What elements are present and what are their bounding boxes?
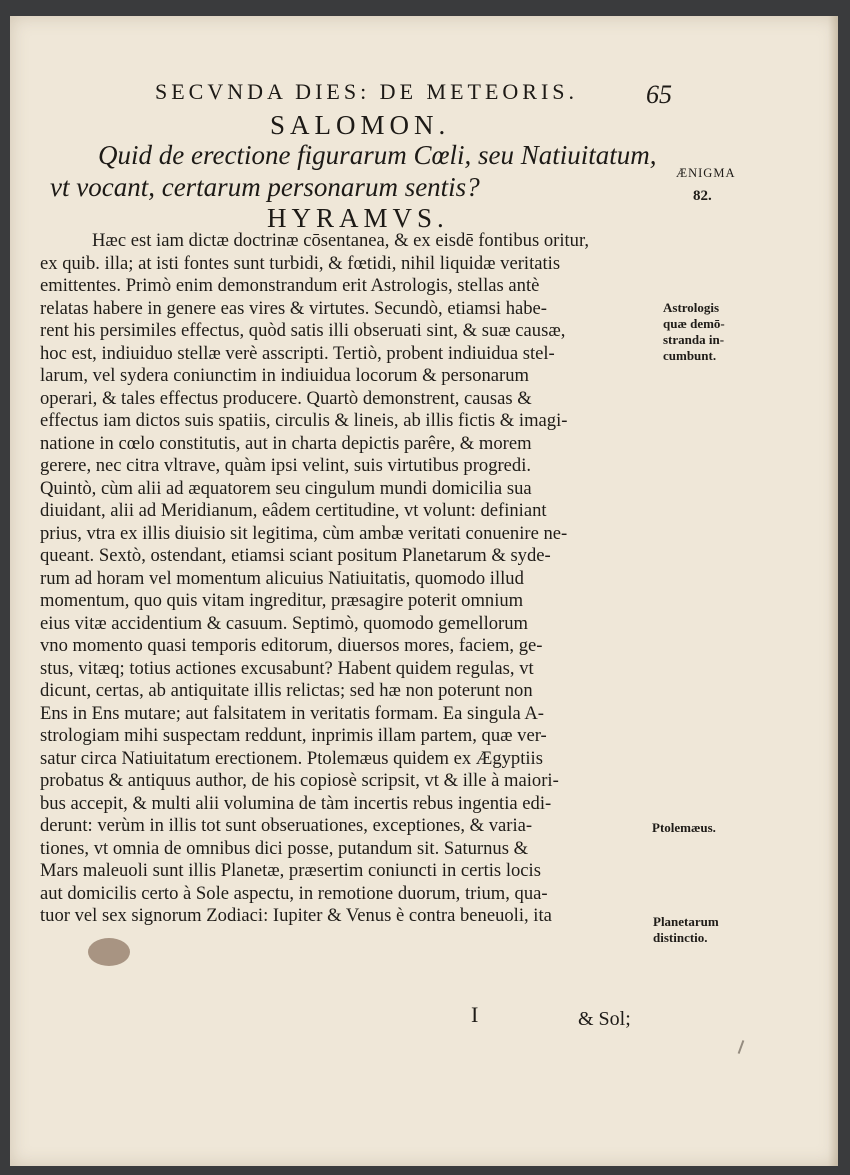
body-line: rum ad horam vel momentum alicuius Natiuitatis, quomodo illud [40,567,524,589]
body-line: derunt: verùm in illis tot sunt obseruationes, exceptiones, & varia- [40,815,533,836]
body-line: Mars maleuoli sunt illis Planetæ, præsertim coniuncti in certis locis [40,860,541,881]
margin-note-line: Astrologis [663,300,720,315]
margin-note-aenigma-number: 82. [693,188,712,204]
body-line: operari, & tales effectus producere. Quartò demonstrent, causas & [40,387,532,409]
body-line: momentum, quo quis vitam ingreditur, præsagire poterit omnium [40,590,524,611]
margin-note-line: stranda in- [663,332,725,347]
body-line: queant. Sextò, ostendant, etiamsi sciant positum Planetarum & syde- [40,545,551,566]
signature-mark: I [471,1002,479,1027]
body-line: rent his persimiles effectus, quòd satis illi obseruati sint, & suæ causæ, [40,320,566,341]
body-line: tiones, vt omnia de omnibus dici posse, putandum sit. Saturnus & [40,837,529,859]
page-number: 65 [646,80,672,109]
speaker-salomon: SALOMON. [270,110,451,140]
question-line-2: vt vocant, certarum personarum sentis? [50,172,480,202]
body-line: bus accepit, & multi alii volumina de tàm incertis rebus ingentia edi- [40,792,552,814]
body-line: hoc est, indiuiduo stellæ verè asscripti. Tertiò, probent indiuidua stel- [40,342,555,364]
margin-note-planetarum [653,914,719,946]
body-line: eius vitæ accidentium & casuum. Septimò, quomodo gemellorum [40,612,529,634]
margin-note-line: cumbunt. [663,348,717,363]
body-line: Quintò, cùm alii ad æquatorem seu cingulum mundi domicilia sua [40,477,532,499]
body-line: probatus & antiquus author, de his copiosè scripsit, vt & ille à maiori- [40,770,559,791]
margin-note-ptolemaeus: Ptolemæus. [652,820,716,835]
body-line: gerere, nec citra vltrave, quàm ipsi velint, suis virtutibus progredi. [40,455,532,476]
body-line: strologiam mihi suspectam reddunt, inprimis illam partem, quæ ver- [40,725,547,746]
margin-note-line: Planetarum [653,914,719,929]
body-line: dicunt, certas, ab antiquitate illis relictas; sed hæ non poterunt non [40,680,533,701]
body-line: Hæc est iam dictæ doctrinæ cōsentanea, & ex eisdē fontibus oritur, [92,230,590,251]
body-line: tuor vel sex signorum Zodiaci: Iupiter & Venus è contra beneuoli, ita [40,905,552,926]
margin-note-line: quæ demō- [663,316,725,331]
margin-note-aenigma: ÆNIGMA [676,166,736,180]
body-line: Ens in Ens mutare; aut falsitatem in veritatis formam. Ea singula A- [40,702,544,724]
body-line: ex quib. illa; at isti fontes sunt turbidi, & fœtidi, nihil liquidæ veritatis [40,252,561,274]
body-line: effectus iam dictos suis spatiis, circulis & lineis, ab illis fictis & imagi- [40,410,568,431]
body-line: larum, vel sydera coniunctim in indiuidua locorum & personarum [40,365,530,386]
body-text [40,230,655,928]
margin-note-line: distinctio. [653,930,708,945]
ink-stain [88,938,130,966]
catchword: & Sol; [578,1008,631,1030]
body-line: natione in cœlo constitutis, aut in charta depictis parêre, & morem [40,432,532,454]
body-line: emittentes. Primò enim demonstrandum erit Astrologis, stellas antè [40,275,540,296]
body-line: prius, vtra ex illis diuisio sit legitima, cùm ambæ veritati conuenire ne- [40,522,568,544]
body-line: diuidant, alii ad Meridianum, eâdem certitudine, vt volunt: definiant [40,500,547,521]
speaker-hyramus: HYRAMVS. [267,203,449,233]
body-line: relatas habere in genere eas vires & virtutes. Secundò, etiamsi habe- [40,297,547,319]
body-line: satur circa Natiuitatum erectionem. Ptolemæus quidem ex Ægyptiis [40,747,543,769]
body-line: vno momento quasi temporis editorum, diuersos mores, faciem, ge- [40,635,543,656]
body-line: aut domicilis certo à Sole aspectu, in remotione duorum, trium, qua- [40,882,548,904]
margin-note-astrologis [663,300,725,364]
running-head: SECVNDA DIES: DE METEORIS. [155,79,579,104]
question-line-1: Quid de erectione figurarum Cœli, seu Natiuitatum, [98,140,657,170]
body-line: stus, vitæq; totius actiones excusabunt? Habent quidem regulas, vt [40,657,534,679]
